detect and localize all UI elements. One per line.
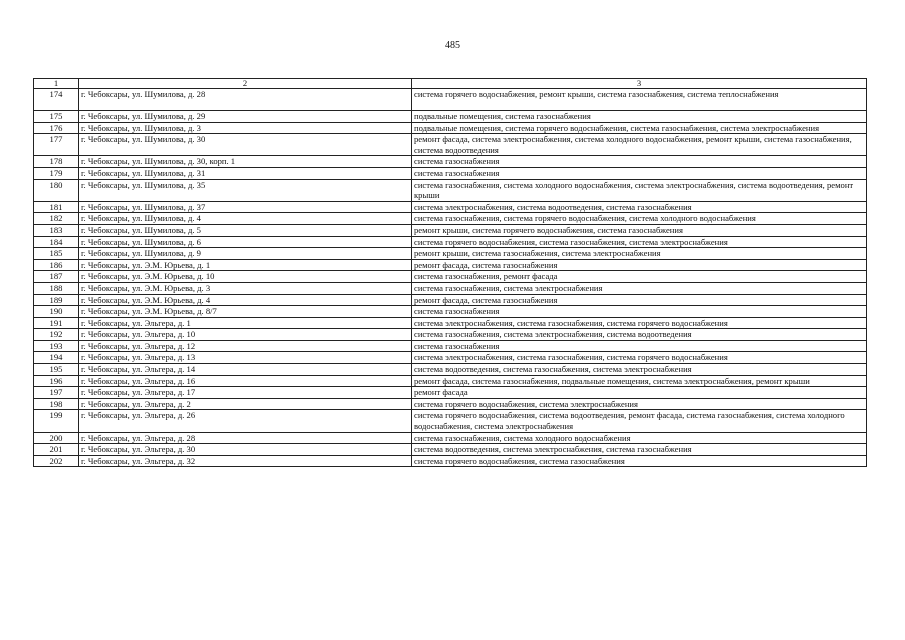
table-row: [34, 306, 867, 318]
row-number-cell: 199: [34, 410, 79, 432]
table-row: [34, 387, 867, 399]
works-cell: система газоснабжения: [412, 167, 867, 179]
works-cell: система электроснабжения, система газоснабжения, система горячего водоснабжения: [412, 317, 867, 329]
table-row: [34, 410, 867, 432]
row-number-cell: 178: [34, 156, 79, 168]
table-row: [34, 340, 867, 352]
table-row: [34, 294, 867, 306]
row-number-cell: 174: [34, 89, 79, 111]
works-cell: система газоснабжения, система холодного водоснабжения, система электроснабжения, система водоотведения, ремонт крыши: [412, 179, 867, 201]
row-number-cell: 202: [34, 455, 79, 467]
table-row: [34, 134, 867, 156]
works-cell: система газоснабжения, ремонт фасада: [412, 271, 867, 283]
address-cell: г. Чебоксары, ул. Шумилова, д. 4: [79, 213, 412, 225]
row-number-cell: 176: [34, 122, 79, 134]
address-cell: г. Чебоксары, ул. Эльгера, д. 30: [79, 444, 412, 456]
column-header-3: 3: [412, 79, 867, 89]
address-cell: г. Чебоксары, ул. Эльгера, д. 2: [79, 398, 412, 410]
row-number-cell: 177: [34, 134, 79, 156]
works-cell: система газоснабжения, система горячего водоснабжения, система холодного водоснабжения: [412, 213, 867, 225]
address-cell: г. Чебоксары, ул. Эльгера, д. 1: [79, 317, 412, 329]
works-cell: ремонт крыши, система горячего водоснабжения, система газоснабжения: [412, 224, 867, 236]
works-cell: система газоснабжения, система электроснабжения: [412, 282, 867, 294]
address-cell: г. Чебоксары, ул. Шумилова, д. 30, корп. 1: [79, 156, 412, 168]
table-row: [34, 248, 867, 260]
row-number-cell: 186: [34, 259, 79, 271]
row-number-cell: 185: [34, 248, 79, 260]
table-row: [34, 156, 867, 168]
works-cell: система электроснабжения, система газоснабжения, система горячего водоснабжения: [412, 352, 867, 364]
table-row: [34, 444, 867, 456]
works-cell: система горячего водоснабжения, система электроснабжения: [412, 398, 867, 410]
address-cell: г. Чебоксары, ул. Эльгера, д. 17: [79, 387, 412, 399]
works-cell: система газоснабжения: [412, 306, 867, 318]
works-cell: ремонт крыши, система газоснабжения, система электроснабжения: [412, 248, 867, 260]
table-row: [34, 259, 867, 271]
address-cell: г. Чебоксары, ул. Э.М. Юрьева, д. 10: [79, 271, 412, 283]
address-cell: г. Чебоксары, ул. Э.М. Юрьева, д. 3: [79, 282, 412, 294]
works-cell: подвальные помещения, система газоснабжения: [412, 111, 867, 123]
works-cell: система горячего водоснабжения, ремонт крыши, система газоснабжения, система теплоснабжения: [412, 89, 867, 111]
row-number-cell: 182: [34, 213, 79, 225]
address-cell: г. Чебоксары, ул. Эльгера, д. 10: [79, 329, 412, 341]
address-cell: г. Чебоксары, ул. Шумилова, д. 35: [79, 179, 412, 201]
works-cell: система горячего водоснабжения, система газоснабжения, система электроснабжения: [412, 236, 867, 248]
table-row: [34, 317, 867, 329]
works-cell: система газоснабжения, система холодного водоснабжения: [412, 432, 867, 444]
works-cell: ремонт фасада, система электроснабжения, система холодного водоснабжения, ремонт крыши, система газоснабжения, система водоотведения: [412, 134, 867, 156]
table-row: [34, 201, 867, 213]
column-header-2: 2: [79, 79, 412, 89]
address-cell: г. Чебоксары, ул. Шумилова, д. 30: [79, 134, 412, 156]
table-row: [34, 364, 867, 376]
table-row: [34, 179, 867, 201]
table-row: [34, 455, 867, 467]
address-cell: г. Чебоксары, ул. Эльгера, д. 32: [79, 455, 412, 467]
works-cell: система горячего водоснабжения, система водоотведения, ремонт фасада, система газоснабжения, система холодного водоснабжения, система электроснабжения: [412, 410, 867, 432]
row-number-cell: 195: [34, 364, 79, 376]
address-cell: г. Чебоксары, ул. Э.М. Юрьева, д. 1: [79, 259, 412, 271]
row-number-cell: 196: [34, 375, 79, 387]
row-number-cell: 190: [34, 306, 79, 318]
works-cell: ремонт фасада, система газоснабжения, подвальные помещения, система электроснабжения, ремонт крыши: [412, 375, 867, 387]
address-cell: г. Чебоксары, ул. Шумилова, д. 31: [79, 167, 412, 179]
row-number-cell: 188: [34, 282, 79, 294]
table-row: [34, 271, 867, 283]
works-cell: система водоотведения, система электроснабжения, система газоснабжения: [412, 444, 867, 456]
row-number-cell: 181: [34, 201, 79, 213]
row-number-cell: 184: [34, 236, 79, 248]
table-header: [34, 79, 867, 89]
page-number: 485: [445, 40, 460, 51]
row-number-cell: 191: [34, 317, 79, 329]
table-row: [34, 213, 867, 225]
table-row: [34, 89, 867, 111]
row-number-cell: 180: [34, 179, 79, 201]
address-cell: г. Чебоксары, ул. Эльгера, д. 16: [79, 375, 412, 387]
address-cell: г. Чебоксары, ул. Шумилова, д. 5: [79, 224, 412, 236]
table-row: [34, 236, 867, 248]
row-number-cell: 201: [34, 444, 79, 456]
works-cell: система газоснабжения: [412, 156, 867, 168]
row-number-cell: 187: [34, 271, 79, 283]
row-number-cell: 194: [34, 352, 79, 364]
table-row: [34, 111, 867, 123]
works-cell: ремонт фасада, система газоснабжения: [412, 259, 867, 271]
works-cell: ремонт фасада: [412, 387, 867, 399]
table-row: [34, 375, 867, 387]
address-cell: г. Чебоксары, ул. Эльгера, д. 14: [79, 364, 412, 376]
buildings-table: [33, 78, 867, 467]
table-body: [34, 89, 867, 467]
table-row: [34, 167, 867, 179]
address-cell: г. Чебоксары, ул. Эльгера, д. 12: [79, 340, 412, 352]
table-row: [34, 224, 867, 236]
row-number-cell: 197: [34, 387, 79, 399]
address-cell: г. Чебоксары, ул. Э.М. Юрьева, д. 4: [79, 294, 412, 306]
address-cell: г. Чебоксары, ул. Шумилова, д. 6: [79, 236, 412, 248]
address-cell: г. Чебоксары, ул. Шумилова, д. 28: [79, 89, 412, 111]
address-cell: г. Чебоксары, ул. Шумилова, д. 9: [79, 248, 412, 260]
table-row: [34, 329, 867, 341]
works-cell: подвальные помещения, система горячего водоснабжения, система газоснабжения, система электроснабжения: [412, 122, 867, 134]
row-number-cell: 193: [34, 340, 79, 352]
table-row: [34, 282, 867, 294]
table-row: [34, 398, 867, 410]
row-number-cell: 198: [34, 398, 79, 410]
column-header-1: 1: [34, 79, 79, 89]
works-cell: система газоснабжения, система электроснабжения, система водоотведения: [412, 329, 867, 341]
row-number-cell: 200: [34, 432, 79, 444]
address-cell: г. Чебоксары, ул. Эльгера, д. 26: [79, 410, 412, 432]
row-number-cell: 189: [34, 294, 79, 306]
address-cell: г. Чебоксары, ул. Шумилова, д. 37: [79, 201, 412, 213]
row-number-cell: 179: [34, 167, 79, 179]
works-cell: система газоснабжения: [412, 340, 867, 352]
table-row: [34, 122, 867, 134]
address-cell: г. Чебоксары, ул. Эльгера, д. 28: [79, 432, 412, 444]
table-row: [34, 432, 867, 444]
row-number-cell: 192: [34, 329, 79, 341]
address-cell: г. Чебоксары, ул. Эльгера, д. 13: [79, 352, 412, 364]
address-cell: г. Чебоксары, ул. Шумилова, д. 29: [79, 111, 412, 123]
table-row: [34, 352, 867, 364]
row-number-cell: 175: [34, 111, 79, 123]
works-cell: ремонт фасада, система газоснабжения: [412, 294, 867, 306]
address-cell: г. Чебоксары, ул. Э.М. Юрьева, д. 8/7: [79, 306, 412, 318]
address-cell: г. Чебоксары, ул. Шумилова, д. 3: [79, 122, 412, 134]
works-cell: система горячего водоснабжения, система газоснабжения: [412, 455, 867, 467]
works-cell: система водоотведения, система газоснабжения, система электроснабжения: [412, 364, 867, 376]
row-number-cell: 183: [34, 224, 79, 236]
works-cell: система электроснабжения, система водоотведения, система газоснабжения: [412, 201, 867, 213]
